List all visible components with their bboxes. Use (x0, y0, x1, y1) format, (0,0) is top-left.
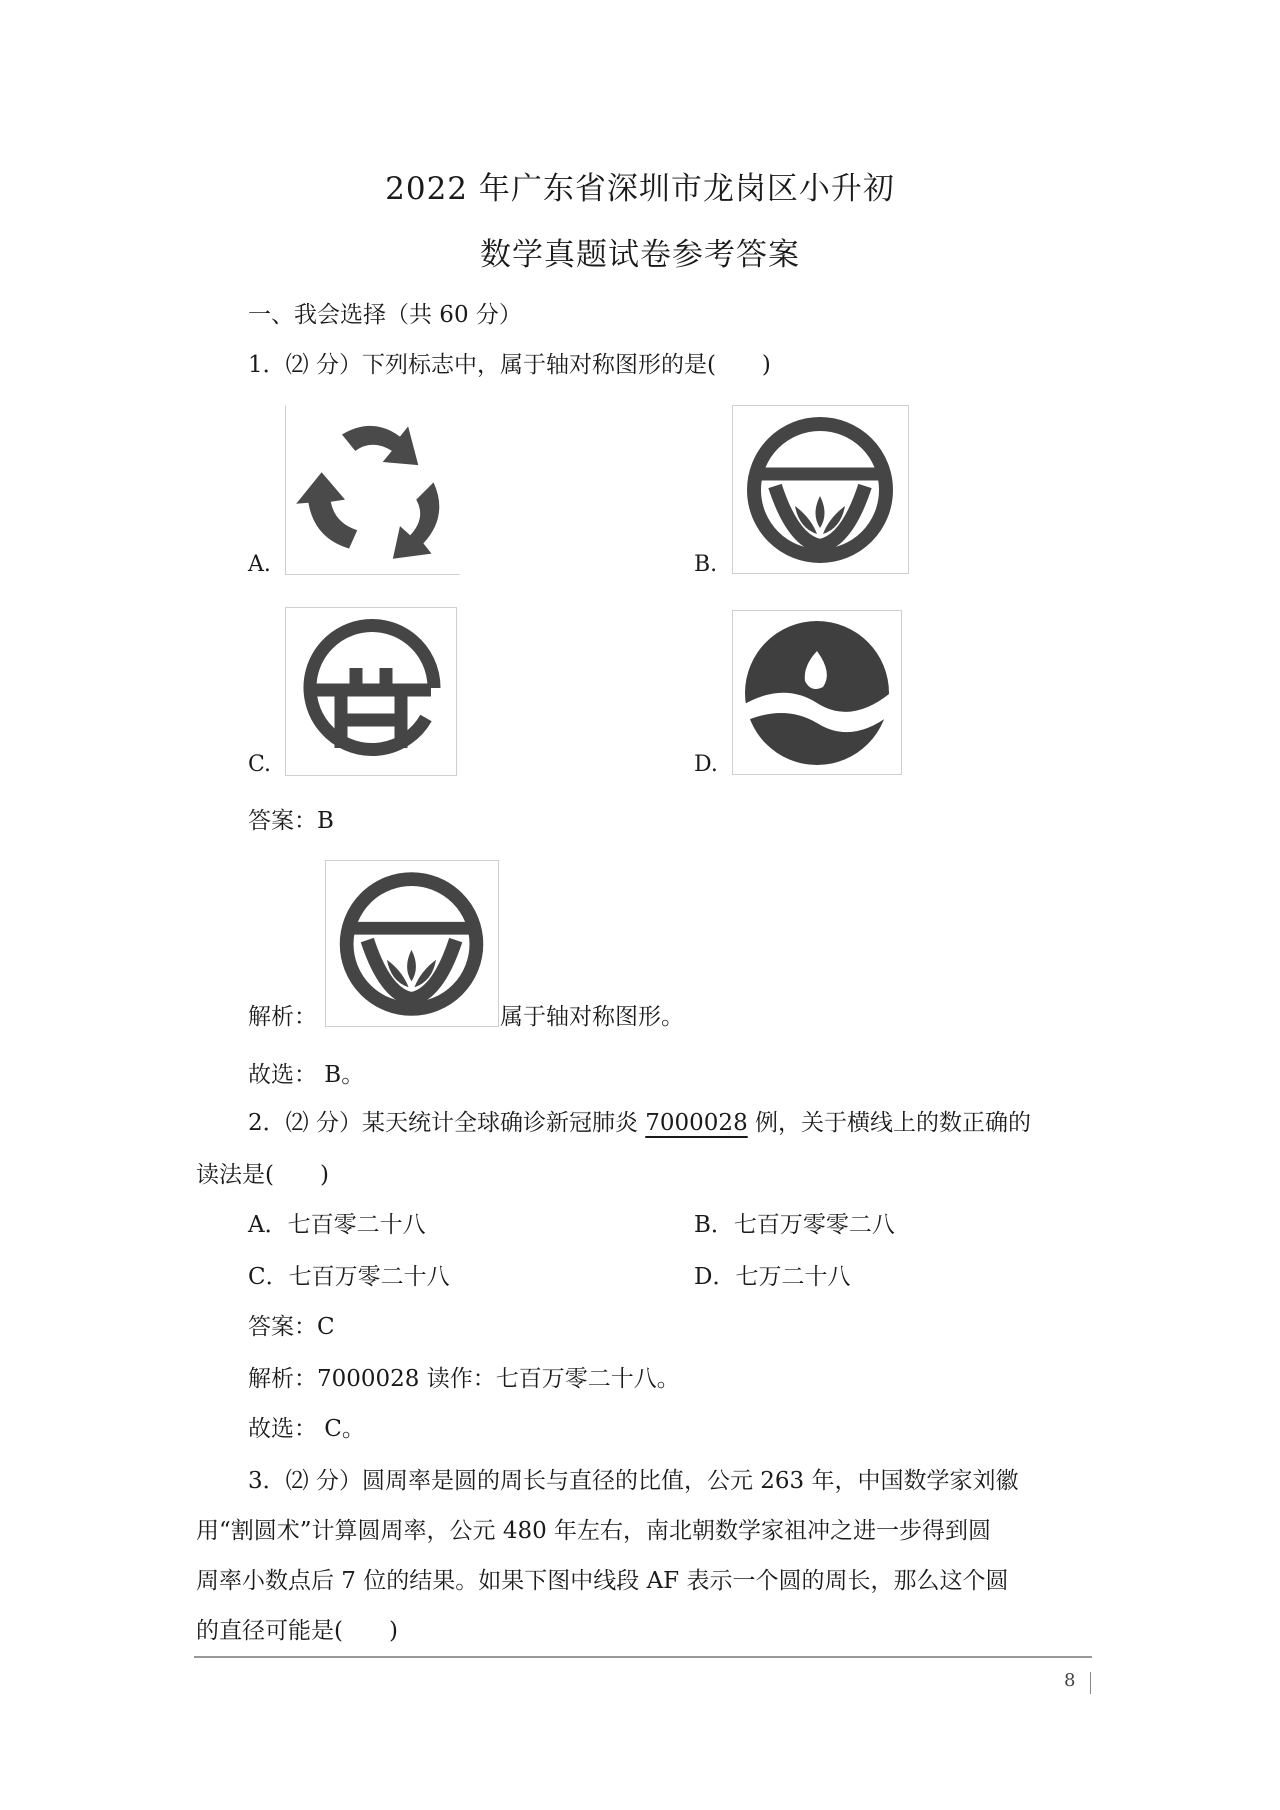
q2-option-d: D．七万二十八 (694, 1264, 851, 1290)
q1-conclusion: 故选： B。 (248, 1062, 365, 1088)
q2-stem-line2: 读法是( ) (196, 1162, 329, 1188)
section-heading: 一、我会选择（共 60 分） (248, 302, 522, 328)
footer-divider (194, 1656, 1092, 1658)
circle-building-logo-icon (285, 607, 457, 776)
q3-line3: 周率小数点后 7 位的结果。如果下图中线段 AF 表示一个圆的周长，那么这个圆 (196, 1568, 1009, 1594)
circle-leaf-logo-icon (732, 405, 909, 574)
q1-analysis-prefix: 解析： (248, 1004, 317, 1030)
page-number: 8 (1064, 1670, 1076, 1691)
q1-answer: 答案：B (248, 808, 334, 834)
q1-option-b-label: B. (694, 552, 718, 577)
q1-option-d-label: D. (694, 752, 718, 777)
q2-underlined-number: 7000028 (645, 1110, 748, 1136)
q2-stem-line1 (248, 1108, 1031, 1138)
q2-conclusion: 故选： C。 (248, 1416, 365, 1442)
q2-answer: 答案：C (248, 1314, 335, 1340)
q1-stem: 1．⑵ 分）下列标志中，属于轴对称图形的是( ) (248, 352, 771, 378)
page-title-line2: 数学真题试卷参考答案 (480, 237, 800, 273)
page-title-line1: 2022 年广东省深圳市龙岗区小升初 (385, 171, 895, 207)
q2-stem-part1: 2．⑵ 分）某天统计全球确诊新冠肺炎 (248, 1110, 646, 1136)
q1-analysis-suffix: 属于轴对称图形。 (500, 1004, 684, 1030)
q3-line4: 的直径可能是( ) (196, 1618, 398, 1644)
recycle-logo-icon (285, 405, 460, 575)
q2-option-c: C．七百万零二十八 (248, 1264, 450, 1290)
q2-stem-part2: 例，关于横线上的数正确的 (747, 1110, 1032, 1136)
q2-analysis: 解析：7000028 读作：七百万零二十八。 (248, 1366, 680, 1392)
circle-wave-logo-icon (732, 610, 902, 775)
q3-line2: 用“割圆术”计算圆周率，公元 480 年左右，南北朝数学家祖冲之进一步得到圆 (196, 1518, 992, 1544)
q2-option-b: B．七百万零零二八 (694, 1212, 895, 1238)
q1-option-a-label: A. (248, 552, 271, 577)
q1-option-c-label: C. (248, 752, 272, 777)
q3-line1: 3．⑵ 分）圆周率是圆的周长与直径的比值，公元 263 年，中国数学家刘徽 (248, 1468, 1019, 1494)
circle-leaf-logo-icon (325, 860, 499, 1027)
q2-option-a: A．七百零二十八 (248, 1212, 426, 1238)
page-number-bar (1090, 1672, 1091, 1694)
